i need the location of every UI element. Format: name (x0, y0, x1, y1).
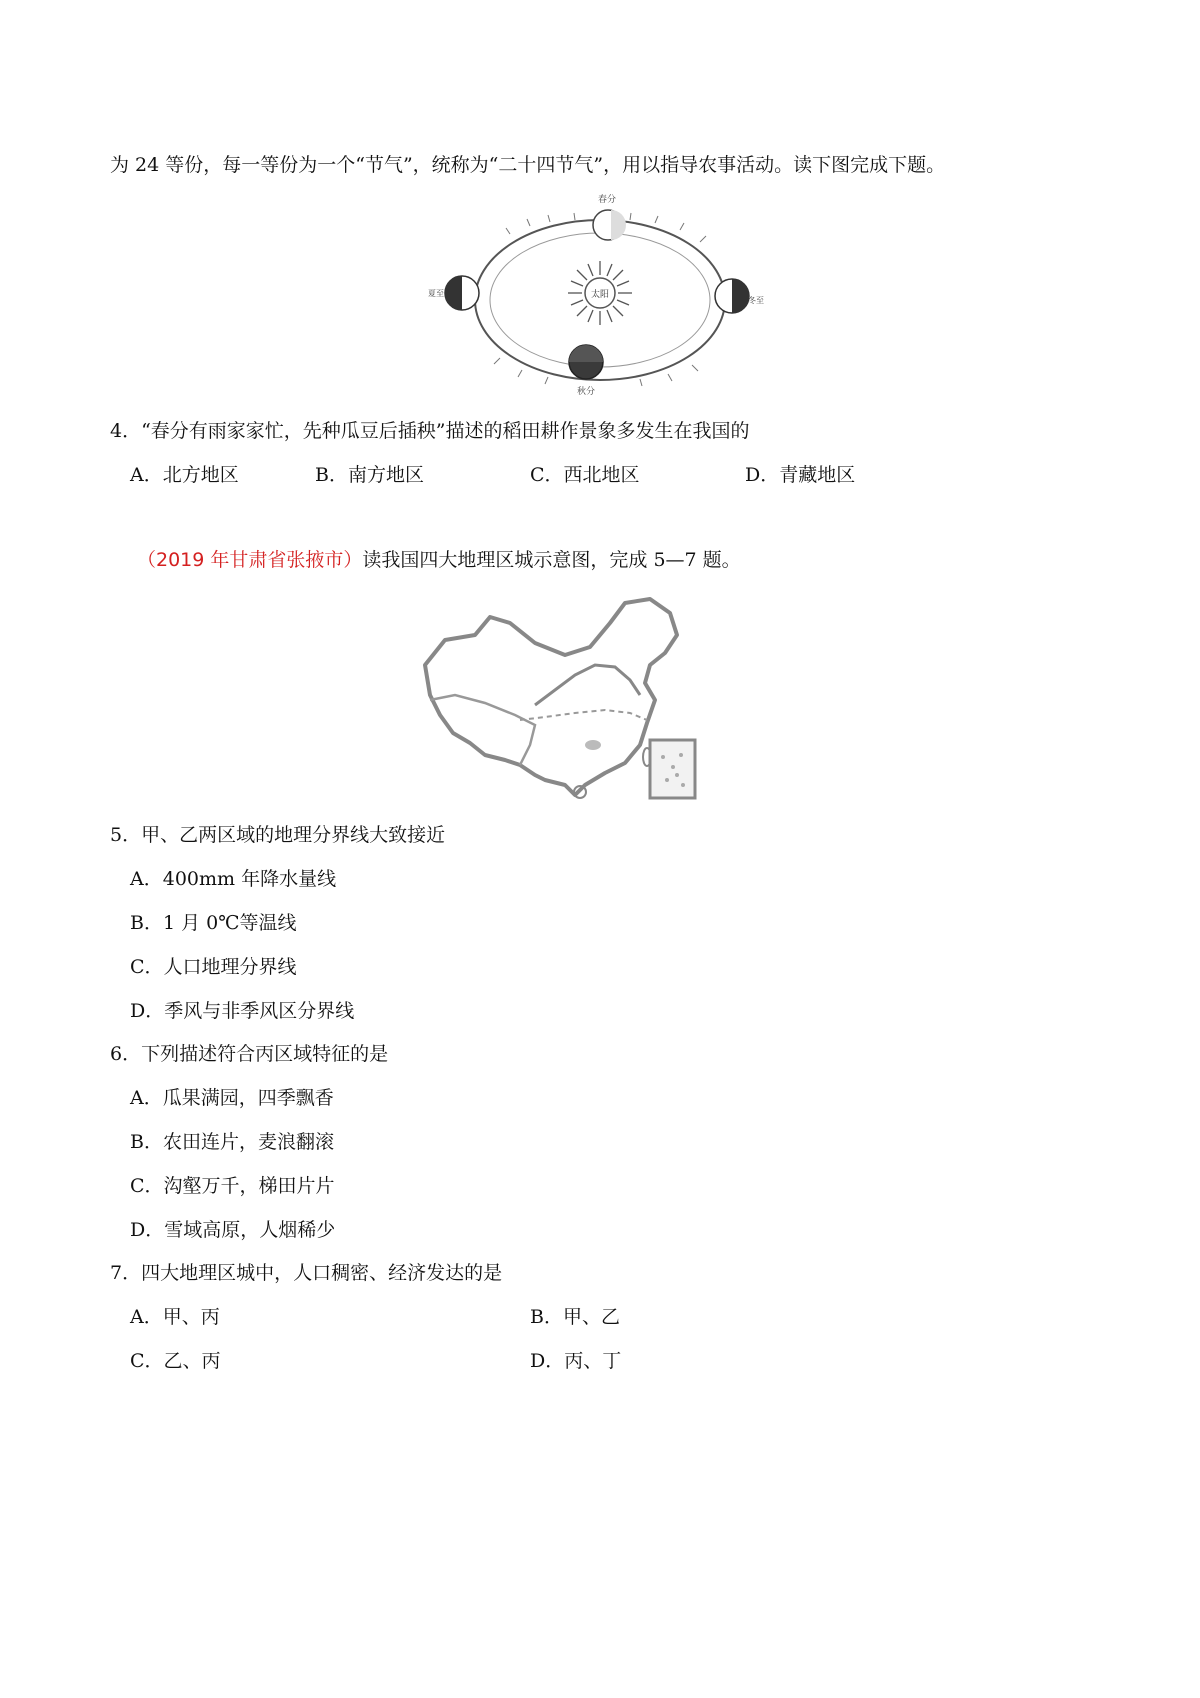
option-letter: C． (130, 1350, 164, 1372)
option-text: 青藏地区 (779, 464, 856, 486)
option-letter: B． (315, 464, 348, 486)
option-text: 人口地理分界线 (163, 956, 297, 978)
q5-option-b[interactable] (130, 910, 296, 936)
option-letter: D． (530, 1350, 565, 1372)
option-text: 农田连片，麦浪翻滚 (162, 1131, 334, 1153)
q4-option-b[interactable] (315, 462, 424, 488)
q7-option-b[interactable] (530, 1304, 620, 1330)
south-sea-inset (650, 740, 695, 798)
sun-icon (568, 261, 632, 325)
q7-option-d[interactable] (530, 1348, 621, 1374)
option-letter: D． (130, 1219, 165, 1241)
earth-right-icon (715, 279, 749, 313)
option-text: 瓜果满园，四季飘香 (162, 1087, 334, 1109)
earth-bottom-icon (569, 345, 603, 379)
option-letter: A． (130, 464, 163, 486)
earth-left-icon (445, 276, 479, 310)
q5-stem (110, 822, 445, 848)
option-text: 丙、丁 (564, 1350, 622, 1372)
term-label-left: 夏至 (428, 289, 444, 298)
q7-stem-text: 四大地理区城中，人口稠密、经济发达的是 (141, 1262, 503, 1284)
option-letter: B． (130, 912, 163, 934)
option-text: 1 月 0℃等温线 (162, 912, 297, 934)
sun-label: 太阳 (590, 290, 610, 300)
q6-option-c[interactable] (130, 1173, 335, 1199)
earth-top-icon (593, 210, 626, 240)
q6-stem (110, 1041, 388, 1067)
option-letter: A． (130, 1306, 163, 1328)
option-letter: D． (130, 1000, 165, 1022)
q5-option-c[interactable] (130, 954, 297, 980)
option-text: 南方地区 (347, 464, 424, 486)
q4-option-d[interactable] (745, 462, 855, 488)
q6-stem-text: 下列描述符合丙区域特征的是 (141, 1043, 389, 1065)
q7-option-c[interactable] (130, 1348, 221, 1374)
option-text: 季风与非季风区分界线 (164, 1000, 355, 1022)
region-border-qinling (520, 710, 647, 720)
q5-option-a[interactable] (130, 866, 336, 892)
option-text: 400mm 年降水量线 (162, 868, 337, 890)
q7-stem (110, 1260, 502, 1286)
q6-option-d[interactable] (130, 1217, 335, 1243)
option-text: 雪域高原，人烟稀少 (164, 1219, 336, 1241)
section2-source: （2019 年甘肃省张掖市） (137, 549, 363, 571)
q7-number: 7． (110, 1262, 142, 1284)
q6-option-a[interactable] (130, 1085, 334, 1111)
q5-number: 5． (110, 824, 142, 846)
q4-number: 4． (110, 420, 142, 442)
option-letter: B． (530, 1306, 563, 1328)
option-letter: A． (130, 868, 163, 890)
term-label-top: 春分 (598, 195, 617, 205)
q4-stem (110, 418, 750, 444)
option-letter: C． (130, 1175, 164, 1197)
term-label-right: 冬至 (748, 296, 764, 305)
china-regions-map (415, 595, 715, 810)
q7-option-a[interactable] (130, 1304, 220, 1330)
q5-stem-text: 甲、乙两区域的地理分界线大致接近 (141, 824, 446, 846)
option-letter: A． (130, 1087, 163, 1109)
q4-option-c[interactable] (530, 462, 640, 488)
term-label-bottom: 秋分 (577, 387, 596, 397)
option-text: 甲、乙 (562, 1306, 620, 1328)
option-text: 沟壑万千，梯田片片 (163, 1175, 335, 1197)
q6-number: 6． (110, 1043, 142, 1065)
q6-option-b[interactable] (130, 1129, 334, 1155)
intro-text: 为 24 等份，每一等份为一个“节气”，统称为“二十四节气”，用以指导农事活动。读下图完成下题。 (110, 154, 946, 176)
option-text: 乙、丙 (163, 1350, 221, 1372)
q4-stem-text: “春分有雨家家忙，先种瓜豆后插秧”描述的稻田耕作景象多发生在我国的 (141, 420, 750, 442)
option-text: 北方地区 (162, 464, 239, 486)
option-text: 甲、丙 (162, 1306, 220, 1328)
section2-header (137, 547, 741, 573)
lake-mark (585, 740, 601, 750)
q5-option-d[interactable] (130, 998, 354, 1024)
option-letter: D． (745, 464, 780, 486)
solar-terms-diagram (430, 190, 770, 420)
option-letter: C． (130, 956, 164, 978)
section2-text: 读我国四大地理区城示意图，完成 5—7 题。 (362, 549, 741, 571)
option-letter: C． (530, 464, 564, 486)
q4-option-a[interactable] (130, 462, 239, 488)
option-letter: B． (130, 1131, 163, 1153)
region-border-north (535, 665, 640, 705)
option-text: 西北地区 (563, 464, 640, 486)
